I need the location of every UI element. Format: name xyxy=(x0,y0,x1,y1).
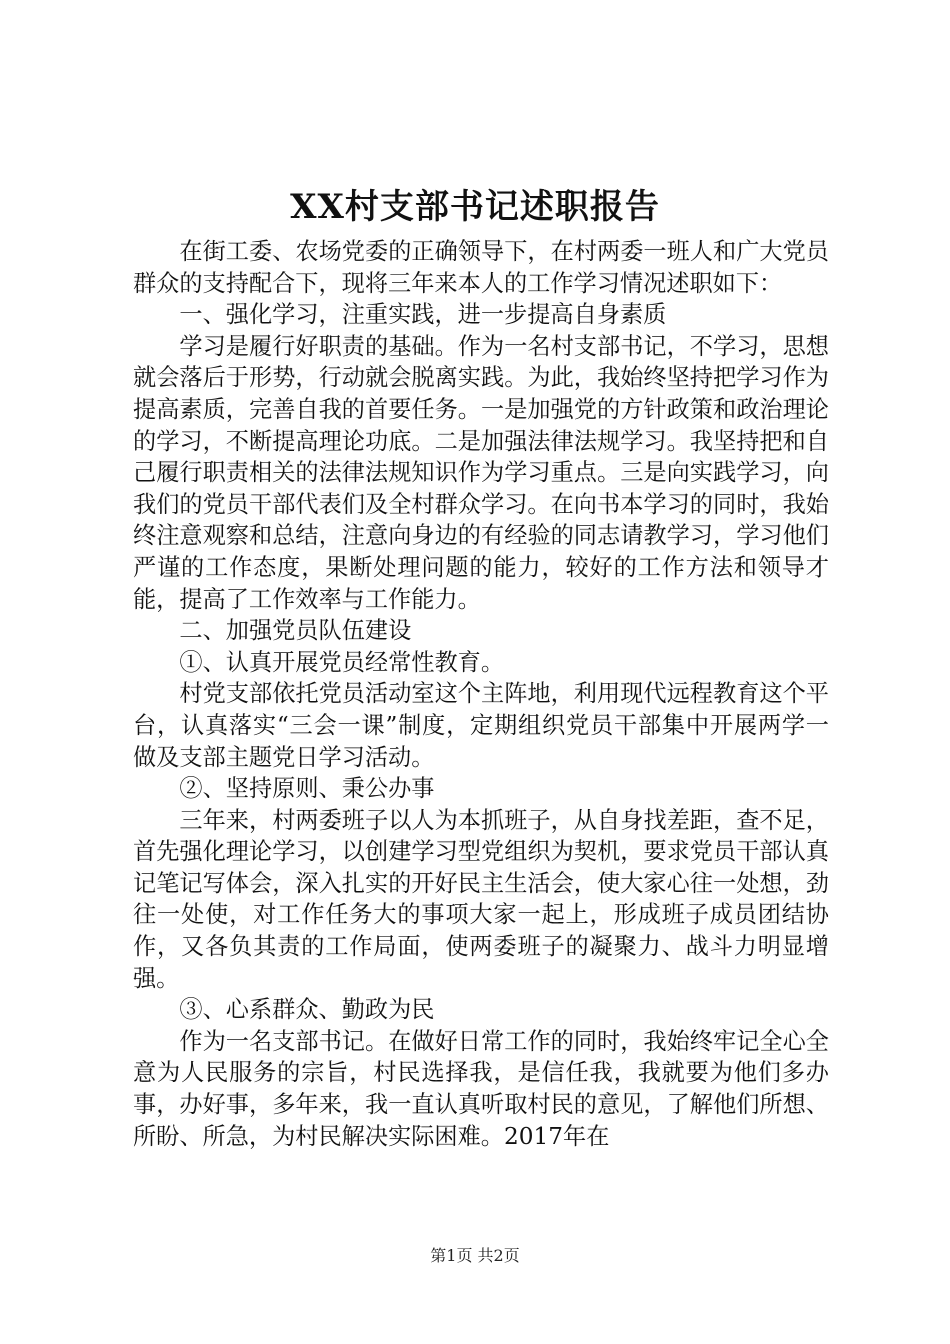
paragraph-education: 村党支部依托党员活动室这个主阵地，利用现代远程教育这个平台，认真落实“三会一课”制度，定期组织党员干部集中开展两学一做及支部主题党日学习活动。 xyxy=(133,680,829,771)
section-heading-2: 二、加强党员队伍建设 xyxy=(179,617,412,645)
subheading-3: ③、心系群众、勤政为民 xyxy=(179,996,435,1024)
paragraph-study: 学习是履行好职责的基础。作为一名村支部书记，不学习，思想就会落后于形势，行动就会脱离实践。为此，我始终坚持把学习作为提高素质，完善自我的首要任务。一是加强党的方针政策和政治理论的学习，不断提高理论功底。二是加强法律法规学习。我坚持把和自己履行职责相关的法律法规知识作为学习重点。三是向实践学习，向我们的党员干部代表们及全村群众学习。在向书本学习的同时，我始终注意观察和总结，注意向身边的有经验的同志请教学习，学习他们严谨的工作态度，果断处理问题的能力，较好的工作方法和领导才能，提高了工作效率与工作能力。 xyxy=(133,332,829,613)
paragraph-service: 作为一名支部书记。在做好日常工作的同时，我始终牢记全心全意为人民服务的宗旨，村民选择我，是信任我，我就要为他们多办事，办好事，多年来，我一直认真听取村民的意见，了解他们所想、所盼、所急，为村民解决实际困难。2017年在 xyxy=(133,1027,829,1150)
subheading-2: ②、坚持原则、秉公办事 xyxy=(179,775,435,803)
document-title: XX村支部书记述职报告 xyxy=(290,187,660,227)
paragraph-intro: 在街工委、农场党委的正确领导下，在村两委一班人和广大党员群众的支持配合下，现将三年来本人的工作学习情况述职如下： xyxy=(133,238,829,297)
section-heading-1: 一、强化学习，注重实践，进一步提高自身素质 xyxy=(179,301,667,329)
paragraph-principle: 三年来，村两委班子以人为本抓班子，从自身找差距，查不足，首先强化理论学习，以创建学习型党组织为契机，要求党员干部认真记笔记写体会，深入扎实的开好民主生活会，使大家心往一处想，劲往一处使，对工作任务大的事项大家一起上，形成班子成员团结协作，又各负其责的工作局面，使两委班子的凝聚力、战斗力明显增强。 xyxy=(133,806,829,992)
subheading-1: ①、认真开展党员经常性教育。 xyxy=(179,648,505,676)
page-footer: 第1页 共2页 xyxy=(430,1246,520,1265)
document-body xyxy=(133,236,829,1152)
